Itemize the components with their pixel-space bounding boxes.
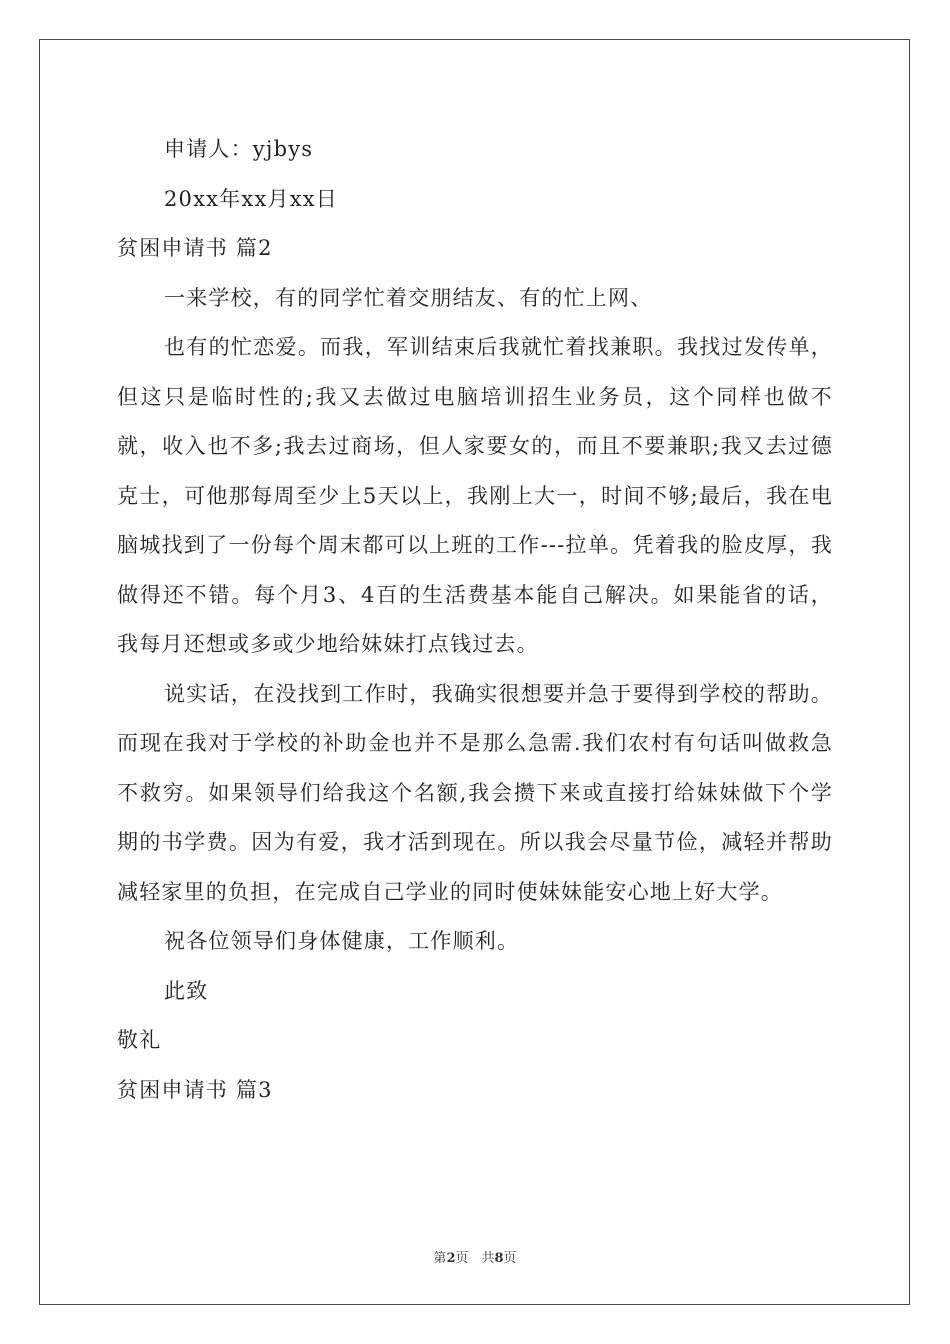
footer-prefix: 第 <box>433 1251 447 1266</box>
paragraph-4: 祝各位领导们身体健康，工作顺利。 <box>164 929 520 953</box>
page-footer <box>0 1247 950 1266</box>
section-title: 贫困申请书 篇3 <box>117 1077 273 1102</box>
footer-page-number: 2 <box>446 1251 456 1266</box>
applicant-line: 申请人：yjbys <box>164 137 314 161</box>
footer-total-pages: 8 <box>494 1251 504 1266</box>
closing-jingli: 敬礼 <box>117 1028 162 1052</box>
closing-cizhi: 此致 <box>164 978 209 1003</box>
footer-mid: 页 共 <box>455 1251 495 1266</box>
paragraph-2: 也有的忙恋爱。而我，军训结束后我就忙着找兼职。我找过发传单，但这只是临时性的;我又去做过电脑培训招生业务员，这个同样也做不就，收入也不多;我去过商场，但人家要女的，而且不要兼职;我又去过德克士，可他那每周至少上5天以上，我刚上大一，时间不够;最后，我在电脑城找到了一份每个周末都可以上班的工作---拉单。凭着我的脸皮厚，我做得还不错。每个月3、4百的生活费基本能自己解决。如果能省的话，我每月还想或多或少地给妹妹打点钱过去。 <box>117 335 833 656</box>
footer-suffix: 页 <box>503 1251 517 1266</box>
section-title: 贫困申请书 篇2 <box>117 236 273 260</box>
paragraph-3: 说实话，在没找到工作时，我确实很想要并急于要得到学校的帮助。而现在我对于学校的补助金也并不是那么急需.我们农村有句话叫做救急不救穷。如果领导们给我这个名额,我会攒下来或直接打给妹妹做下个学期的书学费。因为有爱，我才活到现在。所以我会尽量节俭，减轻并帮助减轻家里的负担，在完成自己学业的同时使妹妹能安心地上好大学。 <box>117 681 833 904</box>
document-body <box>117 125 833 1115</box>
paragraph-1: 一来学校，有的同学忙着交朋结友、有的忙上网、 <box>164 285 653 310</box>
date-line: 20xx年xx月xx日 <box>164 186 338 211</box>
